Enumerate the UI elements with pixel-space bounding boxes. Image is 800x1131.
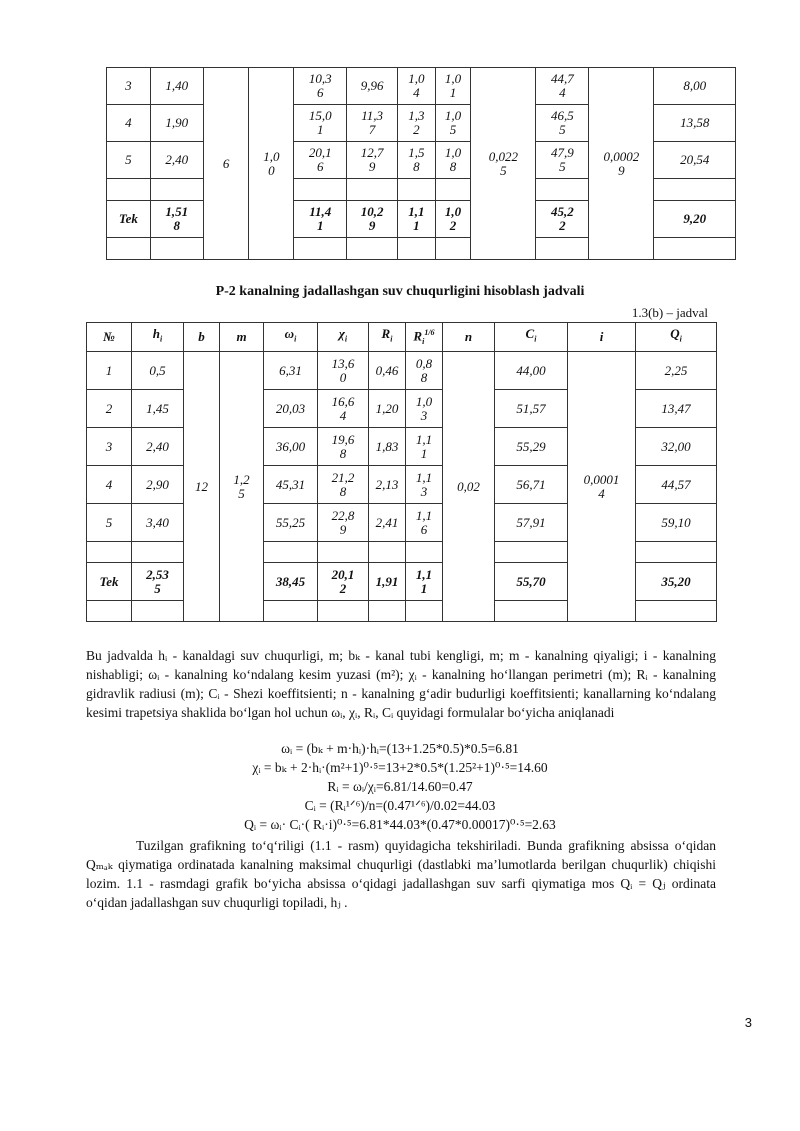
cell-h: 3,40 [132,504,184,542]
formula-r: Rᵢ = ωᵢ/χᵢ=6.81/14.60=0.47 [327,779,473,794]
table-continuation [106,67,736,260]
header-chi: $\chi_i$ [318,323,369,352]
header-r: $R_i$ [369,323,406,352]
cell-r16: 1,1 1 [406,563,443,601]
cell-omega [294,238,347,260]
cell-omega: 10,3 6 [294,68,347,105]
formula-c: Cᵢ = (Rᵢ¹ᐟ⁶)/n=(0.47¹ᐟ⁶)/0.02=44.03 [304,798,496,813]
cell-h: 1,51 8 [150,201,203,238]
cell-omega [264,542,318,563]
cell-q: 9,20 [654,201,736,238]
cell-b: 12 [184,352,220,622]
cell-chi: 22,8 9 [318,504,369,542]
page-number: 3 [744,1015,752,1030]
cell-omega: 11,4 1 [294,201,347,238]
cell-q: 35,20 [636,563,717,601]
cell-chi: 21,2 8 [318,466,369,504]
cell-no: 3 [87,428,132,466]
cell-r: 2,41 [369,504,406,542]
cell-r16: 1,0 2 [435,201,471,238]
cell-no [107,238,151,260]
cell-h: 1,45 [132,390,184,428]
cell-r: 1,5 8 [398,142,436,179]
cell-h: 0,5 [132,352,184,390]
cell-no [87,542,132,563]
formula-q: Qᵢ = ωᵢ· Cᵢ·( Rᵢ·i)⁰·⁵=6.81*44.03*(0.47*0.00017)⁰·⁵=2.63 [244,817,556,832]
header-omega: $\omega_i$ [264,323,318,352]
cell-no: 2 [87,390,132,428]
header-q: $Q_i$ [636,323,717,352]
cell-omega [294,179,347,201]
cell-r: 2,13 [369,466,406,504]
cell-r16 [435,179,471,201]
cell-h: 2,53 5 [132,563,184,601]
cell-no: 4 [107,105,151,142]
cell-m: 1,0 0 [249,68,294,260]
cell-r16: 1,0 8 [435,142,471,179]
cell-r: 1,1 1 [398,201,436,238]
cell-q [636,601,717,622]
cell-no: 1 [87,352,132,390]
cell-r: 1,83 [369,428,406,466]
cell-c: 46,5 5 [536,105,589,142]
header-b: b [184,323,220,352]
header-h: $h_i$ [132,323,184,352]
cell-omega: 36,00 [264,428,318,466]
cell-q: 13,47 [636,390,717,428]
cell-omega: 55,25 [264,504,318,542]
cell-r: 0,46 [369,352,406,390]
header-no: № [87,323,132,352]
cell-r16: 1,0 1 [435,68,471,105]
cell-h: 2,40 [132,428,184,466]
cell-chi: 13,6 0 [318,352,369,390]
header-c: $C_i$ [495,323,568,352]
header-i: i [568,323,636,352]
cell-h [132,601,184,622]
cell-c: 45,2 2 [536,201,589,238]
cell-h [150,238,203,260]
cell-q: 20,54 [654,142,736,179]
cell-no [87,601,132,622]
cell-c: 57,91 [495,504,568,542]
cell-h: 2,90 [132,466,184,504]
cell-r16: 0,8 8 [406,352,443,390]
cell-h [150,179,203,201]
cell-i: 0,0001 4 [568,352,636,622]
cell-chi: 9,96 [347,68,398,105]
cell-c [495,601,568,622]
table-row [87,352,717,390]
cell-omega: 6,31 [264,352,318,390]
cell-c [536,179,589,201]
cell-i: 0,0002 9 [589,68,654,260]
check-paragraph: Tuzilgan grafikning toʻqʻriligi (1.1 - rasm) quyidagicha tekshiriladi. Bunda grafikning absissa oʻqidan Qₘₐₖ qiymatiga ordinatada kanalning maksimal chuqurligi (dastlabki maʼlumotlarda berilgan chuqurlik) chiqishi lozim. 1.1 - rasmdagi grafik boʻyicha absissa oʻqidagi jadallashgan suv sarfi qiymatiga mos Qᵢ = Qⱼ ordinata oʻqidan jadallashgan suv chuqurligi topiladi, hⱼ . [86,838,716,910]
cell-no [107,179,151,201]
cell-omega: 20,1 6 [294,142,347,179]
header-n: n [443,323,495,352]
cell-c: 51,57 [495,390,568,428]
cell-c [536,238,589,260]
cell-c: 56,71 [495,466,568,504]
cell-chi [347,238,398,260]
hydraulic-table [86,322,717,622]
cell-r [369,542,406,563]
cell-omega: 45,31 [264,466,318,504]
description-paragraph: Bu jadvalda hᵢ - kanaldagi suv chuqurligi, m; bₖ - kanal tubi kengligi, m; m - kanalning qiyaligi; i - kanalning nishabligi; ωᵢ - kanalning koʻndalang kesim yuzasi (m²); χᵢ - kanalning hoʻllangan perimetri (m); Rᵢ - kanalning gidravlik radiusi (m); Cᵢ - Shezi koeffitsienti; n - kanalning gʻadir budurligi koeffitsienti; kanallarning koʻndalang kesimi trapetsiya shaklida boʻlgan hol uchun ωᵢ, χᵢ, Rᵢ, Cᵢ quyidagi formulalar boʻyicha aniqlanadi [86,648,716,720]
cell-c: 55,70 [495,563,568,601]
cell-r16 [406,542,443,563]
cell-q: 59,10 [636,504,717,542]
cell-q: 13,58 [654,105,736,142]
cell-q: 2,25 [636,352,717,390]
cell-chi: 10,2 9 [347,201,398,238]
cell-q [636,542,717,563]
cell-c [495,542,568,563]
table-row [107,68,736,105]
cell-r: 1,91 [369,563,406,601]
cell-n: 0,02 [443,352,495,622]
cell-omega [264,601,318,622]
cell-chi [347,179,398,201]
cell-chi [318,542,369,563]
table-number: 1.3(b) – jadval [631,305,708,320]
formula-omega: ωᵢ = (bₖ + m·hᵢ)·hᵢ=(13+1.25*0.5)*0.5=6.81 [281,741,519,756]
cell-r16: 1,0 3 [406,390,443,428]
cell-m: 1,2 5 [220,352,264,622]
cell-chi: 12,7 9 [347,142,398,179]
cell-r16 [406,601,443,622]
cell-r: 1,0 4 [398,68,436,105]
cell-no: 5 [107,142,151,179]
cell-chi: 11,3 7 [347,105,398,142]
cell-c: 44,7 4 [536,68,589,105]
formula-chi: χᵢ = bₖ + 2·hᵢ·(m²+1)⁰·⁵=13+2*0.5*(1.25²+1)⁰·⁵=14.60 [252,760,548,775]
cell-n: 0,022 5 [471,68,536,260]
cell-h: 1,40 [150,68,203,105]
cell-q [654,238,736,260]
cell-no: Tek [107,201,151,238]
cell-q: 32,00 [636,428,717,466]
cell-omega: 20,03 [264,390,318,428]
cell-omega: 15,0 1 [294,105,347,142]
header-m: m [220,323,264,352]
cell-h [132,542,184,563]
cell-c: 55,29 [495,428,568,466]
cell-r16: 1,1 3 [406,466,443,504]
cell-no: Tek [87,563,132,601]
cell-no: 4 [87,466,132,504]
cell-omega: 38,45 [264,563,318,601]
cell-c: 44,00 [495,352,568,390]
cell-no: 3 [107,68,151,105]
cell-chi [318,601,369,622]
cell-q: 8,00 [654,68,736,105]
cell-r [398,179,436,201]
cell-h: 1,90 [150,105,203,142]
cell-chi: 19,6 8 [318,428,369,466]
cell-q: 44,57 [636,466,717,504]
cell-h: 2,40 [150,142,203,179]
cell-r16: 1,0 5 [435,105,471,142]
cell-chi: 20,1 2 [318,563,369,601]
cell-r: 1,20 [369,390,406,428]
header-r16: $R_i^{1/6}$ [406,323,443,352]
cell-r: 1,3 2 [398,105,436,142]
cell-r [398,238,436,260]
table-header-row [87,323,717,352]
table-caption: P-2 kanalning jadallashgan suv chuqurligini hisoblash jadvali [215,284,585,299]
cell-chi: 16,6 4 [318,390,369,428]
cell-no: 5 [87,504,132,542]
cell-b: 6 [203,68,249,260]
cell-c: 47,9 5 [536,142,589,179]
cell-r [369,601,406,622]
cell-r16 [435,238,471,260]
cell-r16: 1,1 6 [406,504,443,542]
cell-r16: 1,1 1 [406,428,443,466]
cell-q [654,179,736,201]
